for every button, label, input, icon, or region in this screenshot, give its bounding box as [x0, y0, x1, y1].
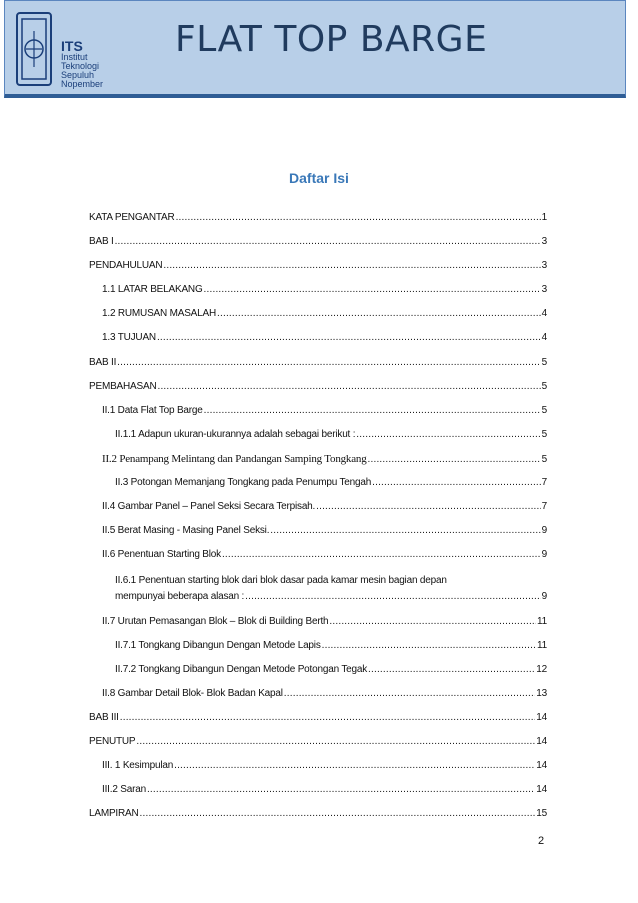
- its-emblem-icon: [13, 9, 57, 89]
- toc-label: II.6 Penentuan Starting Blok: [102, 549, 221, 560]
- toc-entry-pembahasan[interactable]: [89, 381, 547, 392]
- toc-page: 1: [541, 212, 547, 223]
- toc-label: II.2 Penampang Melintang dan Pandangan Samping Tongkang: [102, 453, 367, 465]
- toc-page: 4: [541, 308, 547, 319]
- toc-entry-ii-1-1[interactable]: [115, 429, 547, 440]
- toc-entry-ii-6-1[interactable]: [115, 591, 547, 602]
- toc-entry-ii-7-1[interactable]: [115, 640, 547, 651]
- toc-page: 11: [537, 640, 547, 651]
- toc-page: 12: [536, 664, 547, 675]
- toc-leader: [222, 549, 541, 560]
- document-title: FLAT TOP BARGE: [175, 19, 488, 60]
- toc-page: 11: [537, 616, 547, 627]
- toc-label: II.7.1 Tongkang Dibangun Dengan Metode Lapis: [115, 640, 321, 651]
- toc-label: 1.1 LATAR BELAKANG: [102, 284, 203, 295]
- toc-label: BAB III: [89, 712, 119, 723]
- header-banner: [4, 0, 626, 98]
- toc-leader: [204, 284, 541, 295]
- toc-entry-kesimpulan[interactable]: [102, 760, 547, 771]
- logo-line-2: Teknologi: [61, 61, 100, 71]
- toc-label: PENUTUP: [89, 736, 136, 747]
- toc-leader: [147, 784, 535, 795]
- toc-page: 3: [541, 284, 547, 295]
- toc-entry-ii-6-1-line1[interactable]: II.6.1 Penentuan starting blok dari blok dasar pada kamar mesin bagian depan: [115, 575, 447, 586]
- toc-label: 1.3 TUJUAN: [102, 332, 156, 343]
- toc-page: 14: [536, 760, 547, 771]
- toc-leader: [120, 712, 536, 723]
- toc-label: II.1.1 Adapun ukuran-ukurannya adalah sebagai berikut :: [115, 429, 356, 440]
- toc-leader: [245, 591, 540, 602]
- toc-entry-ii-7[interactable]: [102, 616, 547, 627]
- toc-label: BAB II: [89, 357, 117, 368]
- toc-label: BAB I: [89, 236, 114, 247]
- toc-leader: [157, 381, 540, 392]
- toc-label: II.5 Berat Masing - Masing Panel Seksi.: [102, 525, 270, 536]
- toc-page: 5: [541, 357, 547, 368]
- toc-leader: [368, 454, 541, 465]
- toc-leader: [115, 236, 541, 247]
- toc-label: 1.2 RUMUSAN MASALAH: [102, 308, 217, 319]
- toc-entry-ii-7-2[interactable]: [115, 664, 547, 675]
- toc-page: 9: [541, 549, 547, 560]
- toc-entry-bab-iii[interactable]: [89, 712, 547, 723]
- toc-entry-ii-1[interactable]: [102, 405, 547, 416]
- toc-entry-ii-5[interactable]: [102, 525, 547, 536]
- toc-page: 7: [541, 477, 547, 488]
- its-logo: [13, 9, 123, 89]
- logo-line-1: Institut: [61, 52, 88, 62]
- toc-entry-ii-4[interactable]: [102, 501, 547, 512]
- toc-entry-ii-2[interactable]: [102, 453, 547, 465]
- logo-abbr: ITS: [61, 38, 83, 54]
- toc-leader: [316, 501, 541, 512]
- toc-label: mempunyai beberapa alasan :: [115, 591, 245, 602]
- toc-page: 7: [541, 501, 547, 512]
- toc-page: 9: [541, 591, 547, 602]
- toc-page: 5: [541, 381, 547, 392]
- toc-page: 14: [536, 784, 547, 795]
- toc-label: II.8 Gambar Detail Blok- Blok Badan Kapal: [102, 688, 283, 699]
- toc-label: III.2 Saran: [102, 784, 146, 795]
- page-number: 2: [538, 835, 545, 847]
- toc-entry-ii-3[interactable]: [115, 477, 547, 488]
- toc-page: 5: [541, 429, 547, 440]
- toc-leader: [157, 332, 541, 343]
- toc-leader: [176, 212, 541, 223]
- toc-entry-lampiran[interactable]: [89, 808, 547, 819]
- toc-label: LAMPIRAN: [89, 808, 139, 819]
- toc-entry-rumusan-masalah[interactable]: [102, 308, 547, 319]
- toc-label: II.7.2 Tongkang Dibangun Dengan Metode Potongan Tegak: [115, 664, 368, 675]
- toc-entry-bab-ii[interactable]: [89, 357, 547, 368]
- toc-leader: [372, 477, 541, 488]
- toc-leader: [368, 664, 535, 675]
- toc-label: II.3 Potongan Memanjang Tongkang pada Penumpu Tengah: [115, 477, 372, 488]
- toc-leader: [217, 308, 541, 319]
- toc-leader: [284, 688, 535, 699]
- toc-leader: [322, 640, 536, 651]
- toc-label: II.4 Gambar Panel – Panel Seksi Secara Terpisah.: [102, 501, 316, 512]
- toc-page: 4: [541, 332, 547, 343]
- toc-page: 5: [541, 405, 547, 416]
- toc-leader: [140, 808, 536, 819]
- toc-leader: [329, 616, 536, 627]
- toc-page: 3: [541, 260, 547, 271]
- toc-page: 14: [536, 736, 547, 747]
- toc-page: 9: [541, 525, 547, 536]
- toc-page: 15: [536, 808, 547, 819]
- toc-leader: [270, 525, 540, 536]
- toc-label: II.1 Data Flat Top Barge: [102, 405, 203, 416]
- toc-entry-ii-6[interactable]: [102, 549, 547, 560]
- toc-entry-saran[interactable]: [102, 784, 547, 795]
- toc-leader: [117, 357, 540, 368]
- toc-entry-penutup[interactable]: [89, 736, 547, 747]
- toc-leader: [136, 736, 535, 747]
- toc-heading: Daftar Isi: [289, 170, 349, 186]
- toc-label: II.7 Urutan Pemasangan Blok – Blok di Building Berth: [102, 616, 329, 627]
- toc-entry-tujuan[interactable]: [102, 332, 547, 343]
- toc-leader: [163, 260, 540, 271]
- toc-page: 3: [541, 236, 547, 247]
- toc-label: III. 1 Kesimpulan: [102, 760, 174, 771]
- toc-leader: [204, 405, 541, 416]
- toc-leader: [356, 429, 540, 440]
- toc-entry-pendahuluan[interactable]: [89, 260, 547, 271]
- toc-page: 13: [536, 688, 547, 699]
- toc-entry-ii-8[interactable]: [102, 688, 547, 699]
- toc-entry-bab-i[interactable]: [89, 236, 547, 247]
- toc-page: 5: [541, 454, 547, 465]
- toc-leader: [174, 760, 535, 771]
- toc-label: KATA PENGANTAR: [89, 212, 175, 223]
- logo-line-3: Sepuluh Nopember: [61, 70, 104, 89]
- toc-label: PENDAHULUAN: [89, 260, 163, 271]
- toc-label: PEMBAHASAN: [89, 381, 157, 392]
- logo-text: [61, 39, 123, 89]
- toc-entry-kata-pengantar[interactable]: [89, 212, 547, 223]
- toc-page: 14: [536, 712, 547, 723]
- toc-entry-latar-belakang[interactable]: [102, 284, 547, 295]
